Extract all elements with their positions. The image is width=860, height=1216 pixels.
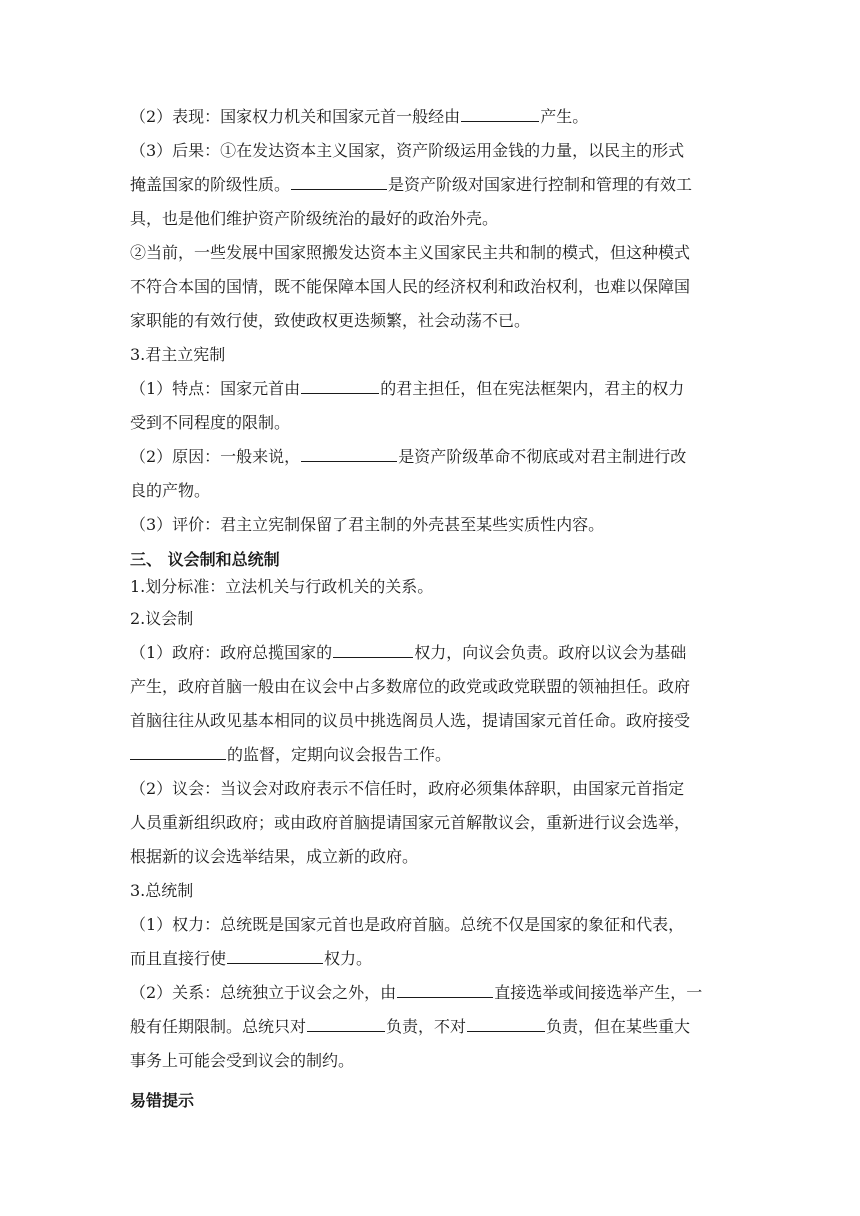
- text-line: 首脑往往从政见基本相同的议员中挑选阁员人选，提请国家元首任命。政府接受: [130, 711, 691, 730]
- text-line: ②当前，一些发展中国家照搬发达资本主义国家民主共和制的模式，但这种模式: [130, 243, 691, 262]
- paragraph-government: [130, 636, 730, 772]
- fill-blank[interactable]: [301, 447, 397, 462]
- text: 掩盖国家的阶级性质。: [130, 175, 291, 194]
- text-line: 具，也是他们维护资产阶级统治的最好的政治外壳。: [130, 209, 499, 228]
- text: （1）政府：政府总揽国家的: [130, 643, 333, 662]
- text: 的君主担任，但在宪法框架内，君主的权力: [380, 379, 685, 398]
- text-line: [130, 976, 730, 1010]
- text: （2）原因：一般来说，: [130, 447, 301, 466]
- text: 权力，向议会负责。政府以议会为基础: [414, 643, 687, 662]
- fill-blank[interactable]: [467, 1017, 545, 1032]
- text-line: 事务上可能会受到议会的制约。: [130, 1051, 355, 1070]
- text-line: [130, 168, 730, 202]
- text-line: 受到不同程度的限制。: [130, 413, 291, 432]
- paragraph-parliament: [130, 772, 730, 874]
- text: 是资产阶级对国家进行控制和管理的有效工: [388, 175, 693, 194]
- document-page: [130, 100, 730, 1118]
- fill-blank[interactable]: [130, 745, 226, 760]
- fill-blank[interactable]: [227, 949, 323, 964]
- text: 权力。: [324, 949, 373, 968]
- fill-blank[interactable]: [301, 379, 379, 394]
- fill-blank[interactable]: [333, 643, 413, 658]
- fill-blank[interactable]: [397, 983, 493, 998]
- text: （1）特点：国家元首由: [130, 379, 301, 398]
- text: （2）关系：总统独立于议会之外，由: [130, 983, 397, 1002]
- paragraph-reason: [130, 440, 730, 508]
- text-line: [130, 738, 730, 772]
- paragraph-power: [130, 908, 730, 976]
- text-line: [130, 372, 730, 406]
- text-line: 人员重新组织政府；或由政府首脑提请国家元首解散议会，重新进行议会选举，: [130, 813, 691, 832]
- text: （2）表现：国家权力机关和国家元首一般经由: [130, 107, 461, 126]
- fill-blank[interactable]: [461, 107, 539, 122]
- text-line: （2）议会：当议会对政府表示不信任时，政府必须集体辞职，由国家元首指定: [130, 779, 685, 798]
- section-heading-three: 三、 议会制和总统制: [130, 550, 280, 569]
- paragraph-feature: [130, 372, 730, 440]
- fill-blank[interactable]: [291, 175, 387, 190]
- text-line: 产生，政府首脑一般由在议会中占多数席位的政党或政党联盟的领袖担任。政府: [130, 677, 691, 696]
- text-line: 家职能的有效行使，致使政权更迭频繁，社会动荡不已。: [130, 311, 531, 330]
- text-line: [130, 1010, 730, 1044]
- paragraph-performance: [130, 100, 730, 134]
- text: 直接选举或间接选举产生，一: [494, 983, 703, 1002]
- text-line: （1）权力：总统既是国家元首也是政府首脑。总统不仅是国家的象征和代表，: [130, 915, 685, 934]
- paragraph-criteria: 1.划分标准：立法机关与行政机关的关系。: [130, 577, 434, 596]
- text-line: [130, 942, 730, 976]
- paragraph-consequence: [130, 134, 730, 236]
- text: 而且直接行使: [130, 949, 227, 968]
- text: 是资产阶级革命不彻底或对君主制进行改: [398, 447, 687, 466]
- text: 负责，不对: [386, 1017, 467, 1036]
- text-line: 根据新的议会选举结果，成立新的政府。: [130, 847, 419, 866]
- fill-blank[interactable]: [307, 1017, 385, 1032]
- paragraph-relation: [130, 976, 730, 1078]
- text: 的监督，定期向议会报告工作。: [227, 745, 452, 764]
- text: 般有任期限制。总统只对: [130, 1017, 307, 1036]
- subheading-presidential: 3.总统制: [130, 881, 194, 900]
- subheading-parliamentary: 2.议会制: [130, 609, 194, 628]
- text-line: [130, 636, 730, 670]
- text-line: 良的产物。: [130, 481, 211, 500]
- text-line: （3）后果：①在发达资本主义国家，资产阶级运用金钱的力量，以民主的形式: [130, 141, 685, 160]
- text-line: [130, 440, 730, 474]
- subheading-constitutional-monarchy: 3.君主立宪制: [130, 345, 226, 364]
- paragraph-evaluation: （3）评价：君主立宪制保留了君主制的外壳甚至某些实质性内容。: [130, 515, 605, 534]
- text: 负责，但在某些重大: [546, 1017, 691, 1036]
- text-line: 不符合本国的国情，既不能保障本国人民的经济权利和政治权利，也难以保障国: [130, 277, 691, 296]
- section-heading-error-tips: 易错提示: [130, 1091, 195, 1110]
- paragraph-developing-countries: [130, 236, 730, 338]
- text: 产生。: [540, 107, 589, 126]
